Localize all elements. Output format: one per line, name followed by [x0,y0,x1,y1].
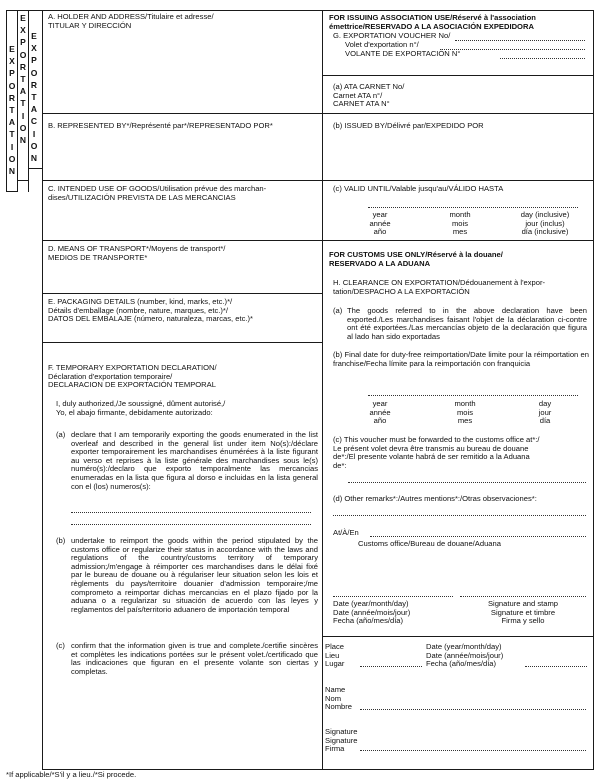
frame-left [42,10,43,770]
divider [42,180,323,181]
divider [322,240,594,241]
authorization-statement: I, duly authorized,/Je soussigné, dûment autorisé,/ Yo, el abajo firmante, debidamente autorizado: [56,399,226,417]
frame-top [42,10,594,11]
voucher-label-fr: Volet d'exportation n°/ [345,40,419,49]
item-c-label: (c) [56,641,65,650]
side-border [28,168,42,169]
at-field[interactable] [370,536,586,537]
forward-to-customs-label: (c) This voucher must be forwarded to the customs office at*:/ Le présent volet devra être transmis au bureau de douane de*:/El presente volante habrá de ser remitido a la Aduana de*: [333,435,540,470]
reimport-undertaking-text: undertake to reimport the goods within the period stipulated by the customs office or regularize their status in accordance with the laws and regulations of the country/customs territory of temporary admission;/m'engage à réimporter ces marchandises dans le délai fixé par le bureau de douane ou à régulariser leur situation selon les lois et règlements du pays/territoire douanier d'admission temporaire;/me comprometo a reimportar dichas mercancias en el plazo fijado por la aduana o a regularizar su situación de acuerdo con las leyes y reglamentos del país/territorio aduanero de importación temporal [71,536,318,614]
side-label-spanish: E X P O R T A C I O N [30,31,38,164]
valid-day-label: day (inclusive) jour (inclus) día (inclusive) [520,210,570,237]
signature-label: Signature Signature Firma [325,727,358,754]
remarks-field[interactable] [333,515,586,516]
goods-exported-text: The goods referred to in the above declaration have been exported./Les marchandises faisant l'objet de la déclaration ci-contre ont été exportées./Las mercancías objeto de la declaración que figura al lado han sido exportadas [347,306,587,341]
footnote: *If applicable/*S'il y a lieu./*Si procede. [6,770,137,779]
clearance-on-exportation-label: H. CLEARANCE ON EXPORTATION/Dédouanement à l'expor- tation/DESPACHO A LA EXPORTACIÓN [333,278,546,296]
side-label-english: E X P O R T A T I O N [8,44,16,177]
reimport-month-label: month mois mes [454,399,476,426]
holder-address-label: A. HOLDER AND ADDRESS/Titulaire et adresse/ TITULAR Y DIRECCIÓN [48,12,214,30]
represented-by-label: B. REPRESENTED BY*/Représenté par*/REPRESENTADO POR* [48,121,273,130]
item-a-label: (a) [56,430,66,439]
place-label: Place Lieu Lugar [325,642,345,669]
final-reimport-date-label: (b) Final date for duty-free reimportation/Date limite pour la réimportation en franchise/Fecha límite para la reimportación con franquicia [333,350,589,368]
issuing-association-header: FOR ISSUING ASSOCIATION USE/Réservé à l'association émettrice/RESERVADO A LA ASOCIACIÓN EXPEDIDORA [329,13,536,31]
divider [42,113,323,114]
other-remarks-label: (d) Other remarks*:/Autres mentions*:/Otras observaciones*: [333,494,537,503]
divider [42,342,323,343]
packaging-details-label: E. PACKAGING DETAILS (number, kind, marks, etc.)*/ Détails d'emballage (nombre, nature, marques, etc.)*/ DATOS DEL EMBALAJE (número, naturaleza, marcas, etc.)* [48,297,253,324]
declare-export-text: declare that I am temporarily exporting the goods enumerated in the list overleaf and described in the general list under item No(s):/déclare exporter temporairement les marchandises énumérées à la liste figurant au verso et reprises à la liste générale des marchandises sous le(s) numéro(s):/declaro que exporto temporalmente las mercancias enumeradas en la lista que figura al dorso e incluidas en la lista general con el (los) numeros(s): [71,430,318,491]
valid-until-date-field[interactable] [368,207,578,208]
item-b-label: (b) [56,536,66,545]
name-field[interactable] [360,709,586,710]
divider [322,113,594,114]
reimport-date-field[interactable] [368,395,578,396]
issued-by-label: (b) ISSUED BY/Délivré par/EXPEDIDO POR [333,121,484,130]
reimport-day-label: day jour día [538,399,552,426]
voucher-label-es: VOLANTE DE EXPORTACIÓN N° [345,49,461,58]
clearance-a-label: (a) [333,306,343,315]
frame-right [593,10,594,770]
date-label: Date (year/month/day) Date (année/mois/jour) Fecha (año/mes/día) [333,599,411,626]
valid-month-label: month mois mes [449,210,471,237]
date-field[interactable] [333,596,453,597]
temporary-export-declaration-title: F. TEMPORARY EXPORTATION DECLARATION/ Déclaration d'exportation temporaire/ DECLARACION DE EXPORTACIÓN TEMPORAL [48,363,217,390]
at-label: At/À/En [333,528,359,537]
side-border [17,180,29,181]
place-field[interactable] [360,666,422,667]
valid-year-label: year année año [369,210,391,237]
confirmation-text: confirm that the information given is true and complete./certifie sincères et complètes les indications portées sur le présent volet./certificado que las indicaciones que figuran en el presente volante son ciertas y completas. [71,641,318,676]
exportation-voucher-label: G. EXPORTATION VOUCHER No/ [333,31,451,40]
side-border [6,10,42,11]
ata-carnet-label: (a) ATA CARNET No/ Carnet ATA n°/ CARNET ATA N° [333,82,405,109]
divider [322,75,594,76]
signature-stamp-label: Signature and stamp Signature et timbre Firma y sello [487,599,559,626]
date2-label: Date (year/month/day) Date (année/mois/jour) Fecha (año/mes/día) [426,642,504,669]
signature-field[interactable] [360,750,586,751]
side-border [6,191,18,192]
signature-stamp-field[interactable] [460,596,586,597]
item-numbers-line[interactable] [71,524,311,525]
intended-use-label: C. INTENDED USE OF GOODS/Utilisation prévue des marchan- dises/UTILIZACIÓN PREVISTA DE LAS MERCANCIAS [48,184,267,202]
side-label-french: E X P O R T A T I O N [19,13,27,146]
divider [322,636,594,637]
date2-field[interactable] [525,666,587,667]
customs-use-header: FOR CUSTOMS USE ONLY/Réservé à la douane/ RESERVADO A LA ADUANA [329,250,503,268]
voucher-number-field[interactable] [455,40,585,41]
divider [322,180,594,181]
item-numbers-line[interactable] [71,512,311,513]
customs-office-label: Customs office/Bureau de douane/Aduana [358,539,501,548]
means-of-transport-label: D. MEANS OF TRANSPORT*/Moyens de transport*/ MEDIOS DE TRANSPORTE* [48,244,226,262]
divider [42,240,323,241]
valid-until-label: (c) VALID UNTIL/Valable jusqu'au/VÁLIDO HASTA [333,184,504,193]
voucher-number-field[interactable] [500,58,585,59]
reimport-year-label: year année año [369,399,391,426]
frame-center [322,10,323,770]
divider [42,293,323,294]
name-label: Name Nom Nombre [325,685,353,712]
forward-office-field[interactable] [348,482,586,483]
